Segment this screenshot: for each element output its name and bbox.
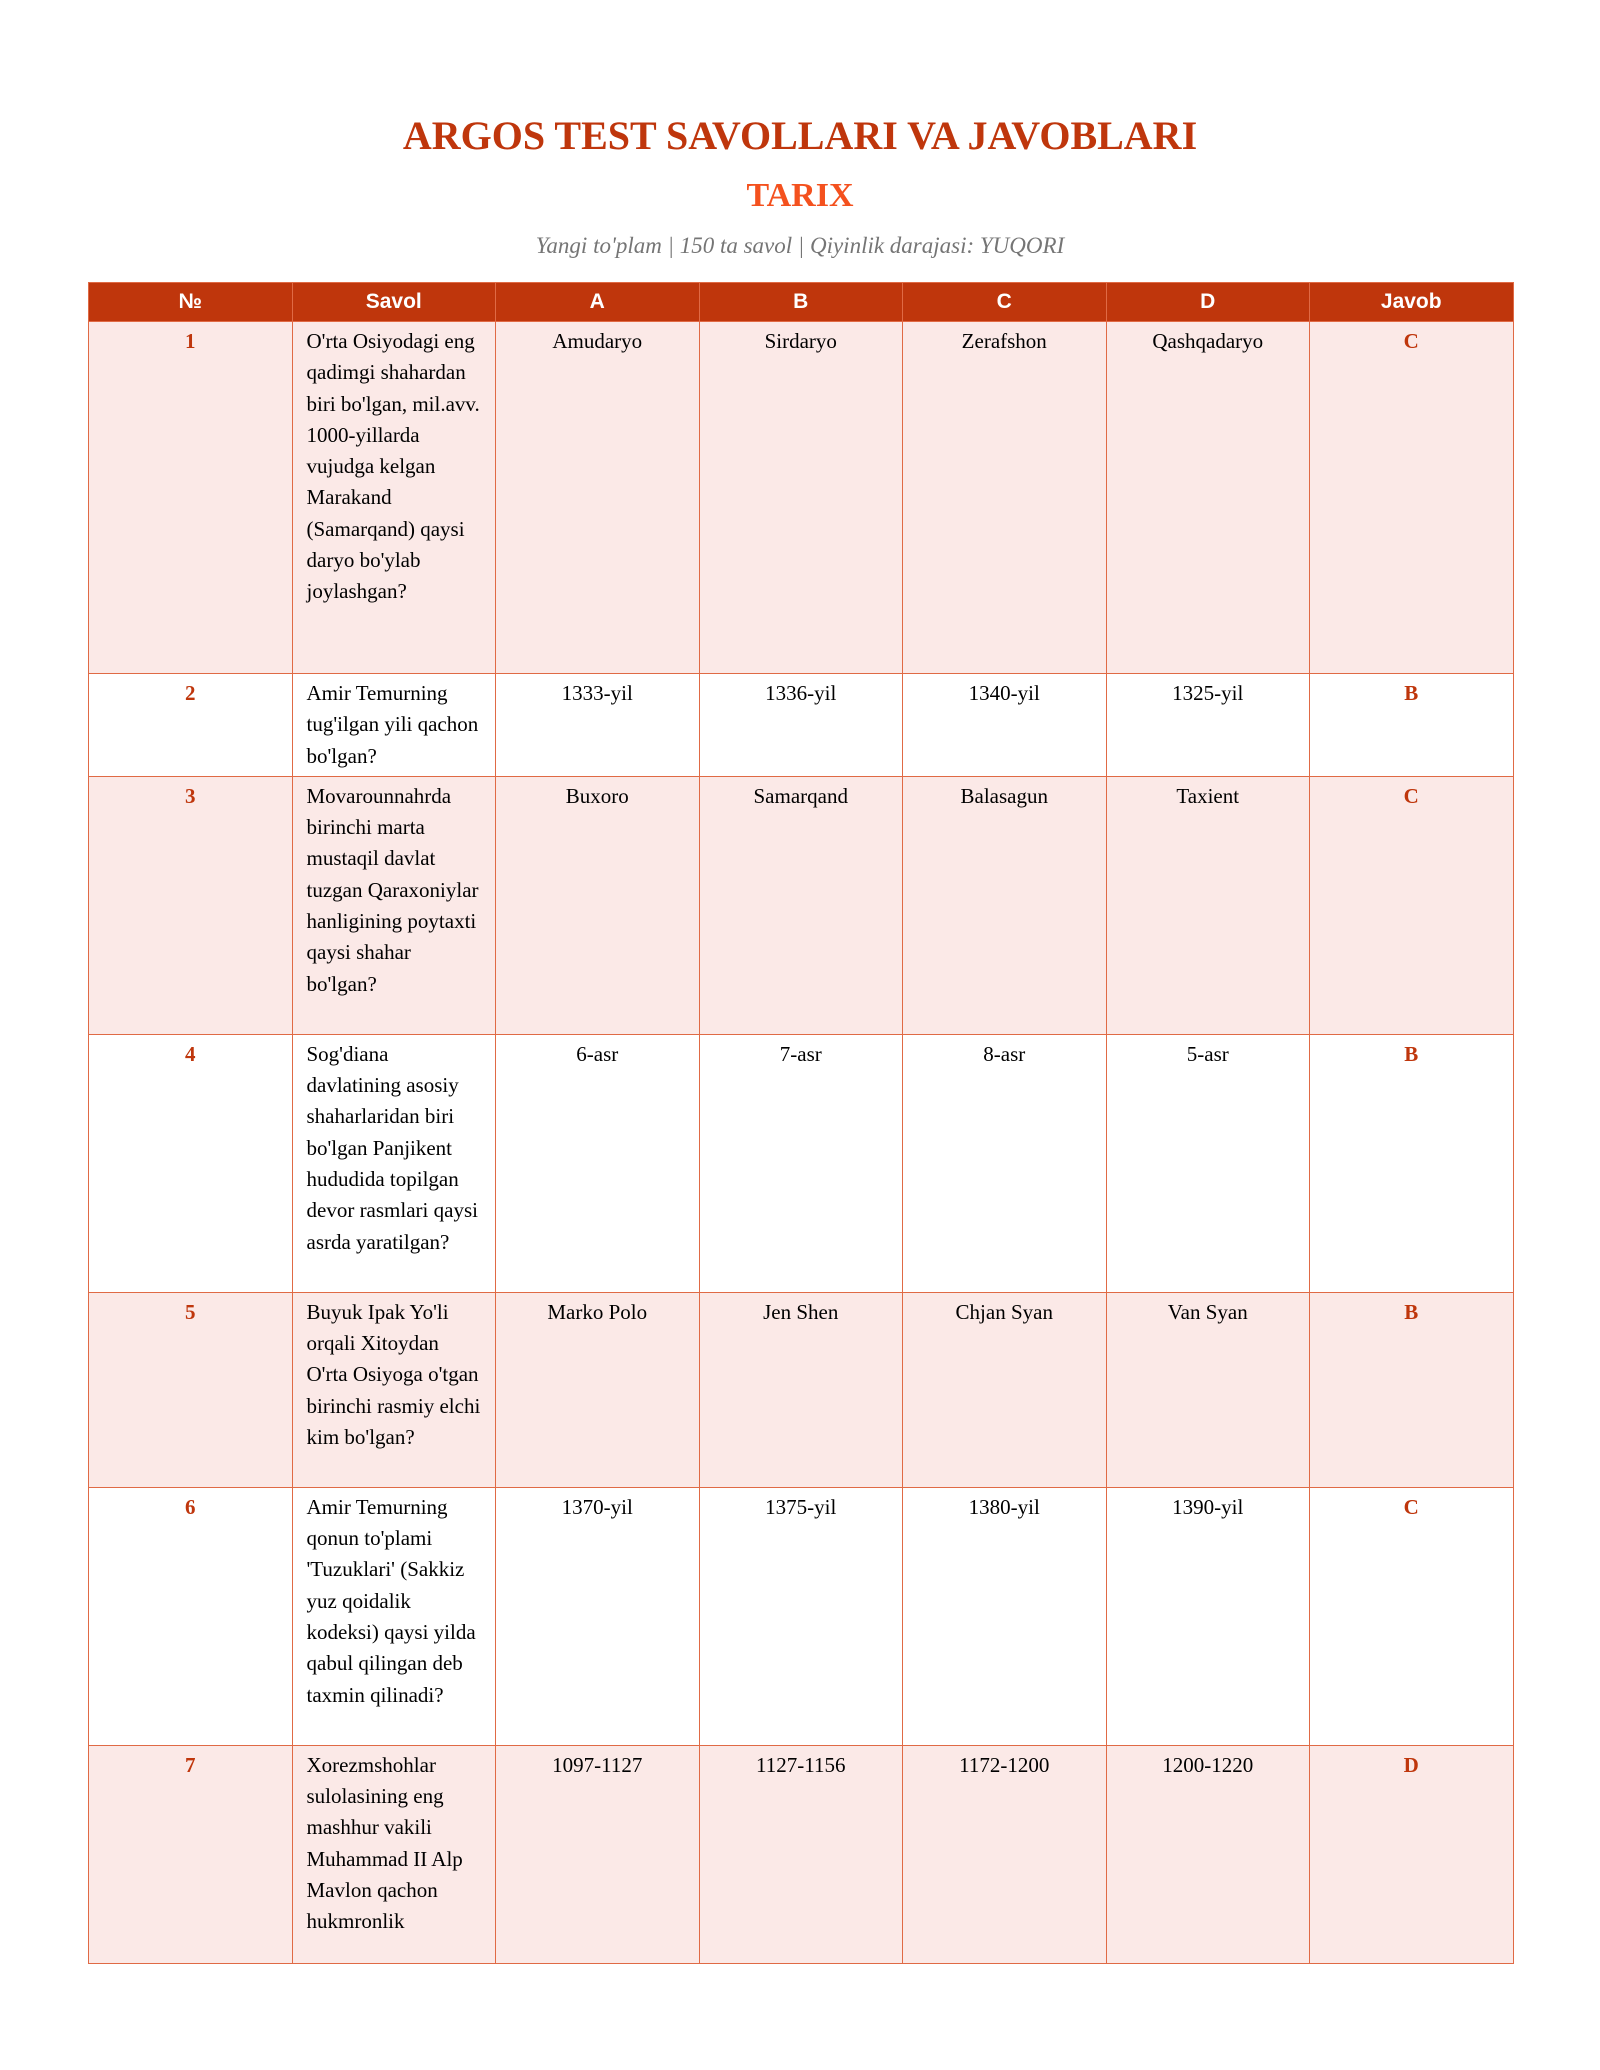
option-b: Samarqand — [699, 776, 903, 1034]
question-number: 4 — [89, 1034, 293, 1292]
question-number: 5 — [89, 1292, 293, 1487]
table-row — [89, 776, 1514, 1034]
table-row — [89, 1292, 1514, 1487]
question-number: 1 — [89, 322, 293, 674]
option-c: 1172-1200 — [903, 1745, 1107, 1963]
option-a: Amudaryo — [496, 322, 700, 674]
option-c: Balasagun — [903, 776, 1107, 1034]
option-d: Taxient — [1106, 776, 1310, 1034]
option-b: Jen Shen — [699, 1292, 903, 1487]
option-a: 1370-yil — [496, 1487, 700, 1745]
option-d: Qashqadaryo — [1106, 322, 1310, 674]
question-number: 2 — [89, 674, 293, 777]
question-text: O'rta Osiyodagi eng qadimgi shahardan biri bo'lgan, mil.avv. 1000-yillarda vujudga kelgan Marakand (Samarqand) qaysi daryo bo'ylab joylashgan? — [292, 322, 496, 674]
question-text: Movarounnahrda birinchi marta mustaqil davlat tuzgan Qaraxoniylar hanligining poytaxti qaysi shahar bo'lgan? — [292, 776, 496, 1034]
correct-answer: C — [1310, 322, 1514, 674]
header-question: Savol — [292, 283, 496, 322]
document-title: ARGOS TEST SAVOLLARI VA JAVOBLARI — [402, 113, 1198, 158]
option-d: 1200-1220 — [1106, 1745, 1310, 1963]
option-d: 1390-yil — [1106, 1487, 1310, 1745]
correct-answer: B — [1310, 1292, 1514, 1487]
table-row — [89, 674, 1514, 777]
option-c: Zerafshon — [903, 322, 1107, 674]
correct-answer: D — [1310, 1745, 1514, 1963]
option-b: 1336-yil — [699, 674, 903, 777]
questions-table — [88, 282, 1514, 1964]
option-c: 1380-yil — [903, 1487, 1107, 1745]
option-b: 1375-yil — [699, 1487, 903, 1745]
correct-answer: B — [1310, 1034, 1514, 1292]
table-row — [89, 322, 1514, 674]
option-d: 1325-yil — [1106, 674, 1310, 777]
question-number: 6 — [89, 1487, 293, 1745]
option-c: 8-asr — [903, 1034, 1107, 1292]
table-header-row — [89, 283, 1514, 322]
option-a: 1097-1127 — [496, 1745, 700, 1963]
option-d: Van Syan — [1106, 1292, 1310, 1487]
table-row — [89, 1745, 1514, 1963]
option-a: Marko Polo — [496, 1292, 700, 1487]
question-text: Xorezmshohlar sulolasining eng mashhur vakili Muhammad II Alp Mavlon qachon hukmronlik — [292, 1745, 496, 1963]
question-text: Sog'diana davlatining asosiy shaharlaridan biri bo'lgan Panjikent hududida topilgan devor rasmlari qaysi asrda yaratilgan? — [292, 1034, 496, 1292]
correct-answer: C — [1310, 1487, 1514, 1745]
option-a: 1333-yil — [496, 674, 700, 777]
document-meta: Yangi to'plam | 150 ta savol | Qiyinlik darajasi: YUQORI — [535, 233, 1065, 258]
question-text: Amir Temurning tug'ilgan yili qachon bo'lgan? — [292, 674, 496, 777]
header-option-d: D — [1106, 283, 1310, 322]
document-subject: TARIX — [746, 177, 854, 214]
table-row — [89, 1034, 1514, 1292]
correct-answer: B — [1310, 674, 1514, 777]
option-d: 5-asr — [1106, 1034, 1310, 1292]
option-b: 1127-1156 — [699, 1745, 903, 1963]
option-a: 6-asr — [496, 1034, 700, 1292]
correct-answer: C — [1310, 776, 1514, 1034]
question-number: 7 — [89, 1745, 293, 1963]
header-option-a: A — [496, 283, 700, 322]
option-c: 1340-yil — [903, 674, 1107, 777]
option-b: 7-asr — [699, 1034, 903, 1292]
question-number: 3 — [89, 776, 293, 1034]
header-answer: Javob — [1310, 283, 1514, 322]
option-b: Sirdaryo — [699, 322, 903, 674]
header-option-c: C — [903, 283, 1107, 322]
header-option-b: B — [699, 283, 903, 322]
question-text: Buyuk Ipak Yo'li orqali Xitoydan O'rta Osiyoga o'tgan birinchi rasmiy elchi kim bo'lgan? — [292, 1292, 496, 1487]
question-text: Amir Temurning qonun to'plami 'Tuzuklari' (Sakkiz yuz qoidalik kodeksi) qaysi yilda qabul qilingan deb taxmin qilinadi? — [292, 1487, 496, 1745]
header-num: № — [89, 283, 293, 322]
option-a: Buxoro — [496, 776, 700, 1034]
option-c: Chjan Syan — [903, 1292, 1107, 1487]
table-row — [89, 1487, 1514, 1745]
